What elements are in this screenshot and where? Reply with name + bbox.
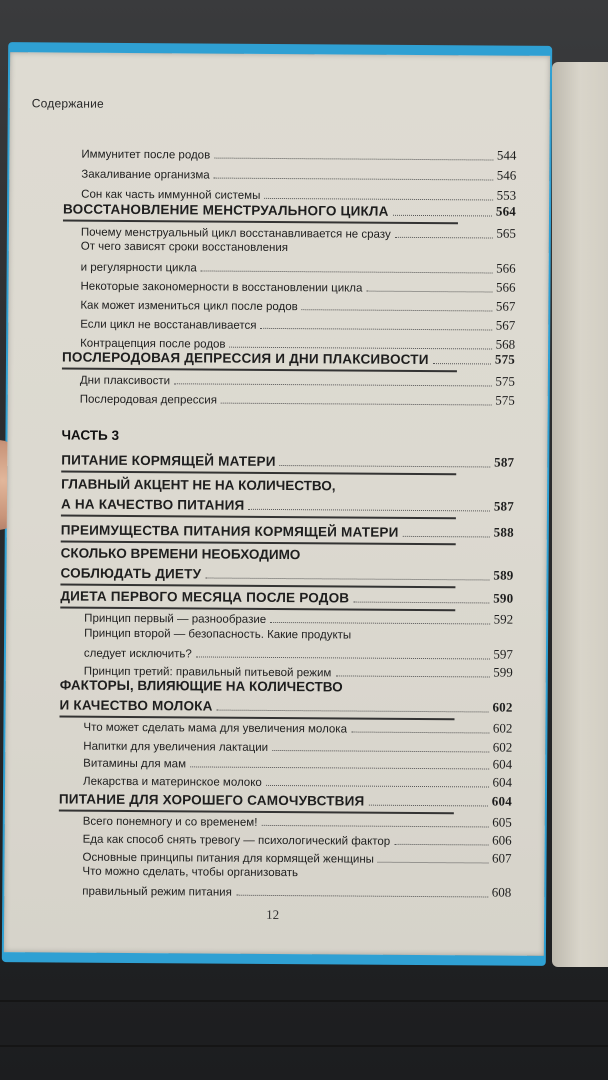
running-header: Содержание <box>31 96 104 111</box>
toc-entry: Принцип первый — разнообразие 592 <box>84 611 514 627</box>
section-rule <box>61 470 456 474</box>
toc-entry-line: От чего зависят сроки восстановления <box>80 240 289 255</box>
toc-section-line: ФАКТОРЫ, ВЛИЯЮЩИЕ НА КОЛИЧЕСТВО <box>59 677 343 695</box>
toc-entry: Некоторые закономерности в восстановлении цикла 566 <box>80 279 516 295</box>
book-page <box>4 52 550 956</box>
seat-seam <box>0 1000 608 1002</box>
toc-entry-line: Принцип второй — безопасность. Какие продукты <box>84 627 352 642</box>
toc-entry: правильный режим питания 608 <box>82 884 512 900</box>
opposite-page-edge <box>552 62 608 967</box>
toc-section: ПОСЛЕРОДОВАЯ ДЕПРЕССИЯ И ДНИ ПЛАКСИВОСТИ 575 <box>61 349 516 368</box>
toc-entry: Дни плаксивости 575 <box>79 373 515 389</box>
section-rule <box>61 514 456 518</box>
toc-section: СОБЛЮДАТЬ ДИЕТУ 589 <box>60 565 514 583</box>
toc-entry: Послеродовая депрессия 575 <box>79 392 515 408</box>
seat-seam <box>0 1045 608 1047</box>
toc-section: ДИЕТА ПЕРВОГО МЕСЯЦА ПОСЛЕ РОДОВ 590 <box>60 588 514 606</box>
page-number: 12 <box>266 906 280 923</box>
toc-entry: Контрацепция после родов 568 <box>80 336 516 352</box>
part-label: ЧАСТЬ 3 <box>61 427 120 443</box>
toc-section: А НА КАЧЕСТВО ПИТАНИЯ 587 <box>60 496 515 514</box>
toc-entry: Как может измениться цикл после родов 567 <box>80 298 516 314</box>
toc-entry: Напитки для увеличения лактации 602 <box>83 739 513 755</box>
toc-entry: и регулярности цикла 566 <box>80 260 516 276</box>
toc-entry: Еда как способ снять тревогу — психологический фактор 606 <box>82 832 512 848</box>
toc-entry: Почему менструальный цикл восстанавливается не сразу 565 <box>80 225 516 241</box>
toc-entry-line: Что можно сделать, чтобы организовать <box>82 865 299 880</box>
toc-section: ВОССТАНОВЛЕНИЕ МЕНСТРУАЛЬНОГО ЦИКЛА 564 <box>63 201 517 219</box>
toc-entry: Что может сделать мама для увеличения молока 602 <box>83 720 513 736</box>
toc-entry: Лекарства и материнское молоко 604 <box>83 774 513 790</box>
toc-entry: следует исключить? 597 <box>83 646 514 662</box>
toc-entry: Закаливание организма 546 <box>81 167 517 183</box>
toc-section: ПИТАНИЕ КОРМЯЩЕЙ МАТЕРИ 587 <box>61 452 515 470</box>
toc-entry: Всего понемногу и со временем! 605 <box>82 814 512 830</box>
toc-entry: Витамины для мам 604 <box>83 756 513 772</box>
toc-entry: Если цикл не восстанавливается 567 <box>80 317 516 333</box>
toc-section: И КАЧЕСТВО МОЛОКА 602 <box>59 697 513 715</box>
toc-section-line: СКОЛЬКО ВРЕМЕНИ НЕОБХОДИМО <box>60 545 301 563</box>
toc-entry: Иммунитет после родов 544 <box>81 147 517 163</box>
toc-section: ПРЕИМУЩЕСТВА ПИТАНИЯ КОРМЯЩЕЙ МАТЕРИ 588 <box>60 522 514 540</box>
toc-entry: Принцип третий: правильный питьевой режим 599 <box>83 664 513 680</box>
toc-entry: Сон как часть иммунной системы 553 <box>81 187 517 203</box>
toc-entry: Основные принципы питания для кормящей женщины 607 <box>82 850 512 866</box>
section-rule <box>61 540 456 544</box>
toc-section: ПИТАНИЕ ДЛЯ ХОРОШЕГО САМОЧУВСТВИЯ 604 <box>58 791 512 809</box>
toc-section-line: ГЛАВНЫЙ АКЦЕНТ НЕ НА КОЛИЧЕСТВО, <box>61 476 336 494</box>
